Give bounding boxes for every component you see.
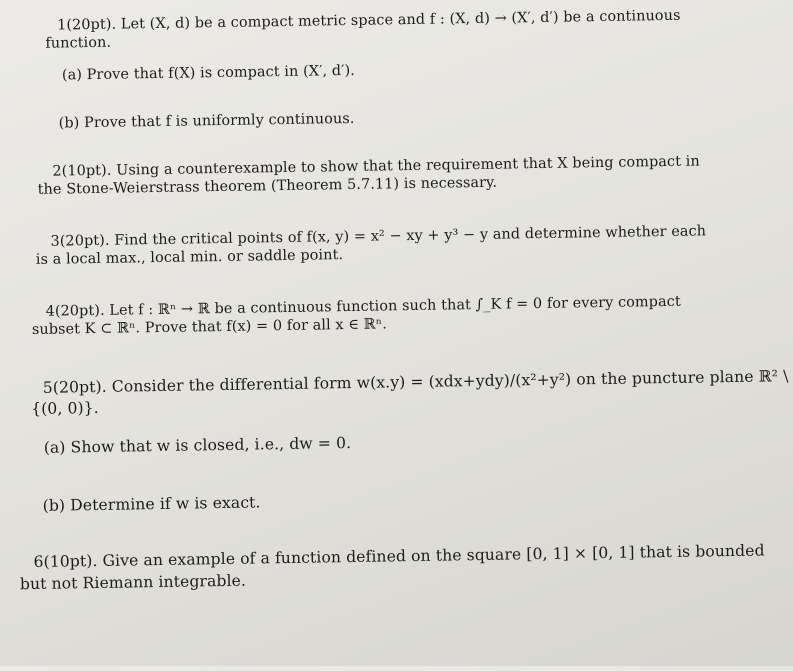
problem-2-line-1: 2(10pt). Using a counterexample to show that the requirement that X being compact in	[52, 153, 700, 180]
problem-5b: (b) Determine if w is exact.	[42, 493, 261, 515]
problem-5-line-1: 5(20pt). Consider the differential form w(x.y) = (xdx+ydy)/(x²+y²) on the puncture plane ℝ² \	[42, 367, 789, 397]
problem-1-line-1	[57, 7, 681, 35]
problem-6-line-2: but not Riemann integrable.	[19, 571, 247, 594]
problem-3-line-2: is a local max., local min. or saddle point.	[35, 247, 344, 268]
problem-5-line-2: {(0, 0)}.	[31, 398, 99, 419]
problem-5a: (a) Show that w is closed, i.e., dw = 0.	[43, 433, 352, 457]
problem-4-line-1: 4(20pt). Let f : ℝⁿ → ℝ be a continuous function such that ∫_K f = 0 for every compact	[45, 293, 681, 320]
problem-1-line-2: function.	[45, 34, 112, 52]
problem-1b: (b) Prove that f is uniformly continuous.	[58, 110, 355, 132]
problem-4-line-2: subset K ⊂ ℝⁿ. Prove that f(x) = 0 for all x ∈ ℝⁿ.	[31, 316, 387, 338]
problem-3-line-1: 3(20pt). Find the critical points of f(x, y) = x² − xy + y³ − y and determine whether each	[50, 223, 707, 250]
problem-2-line-2: the Stone-Weierstrass theorem (Theorem 5.7.11) is necessary.	[37, 174, 498, 198]
problem-1-text: 1(20pt). Let (X, d) be a compact metric space and f : (X, d) → (X′, d′) be a continuous	[57, 7, 681, 34]
problem-6-line-1: 6(10pt). Give an example of a function defined on the square [0, 1] × [0, 1] that is bounded	[33, 541, 765, 571]
problem-1a: (a) Prove that f(X) is compact in (X′, d′).	[61, 62, 356, 84]
